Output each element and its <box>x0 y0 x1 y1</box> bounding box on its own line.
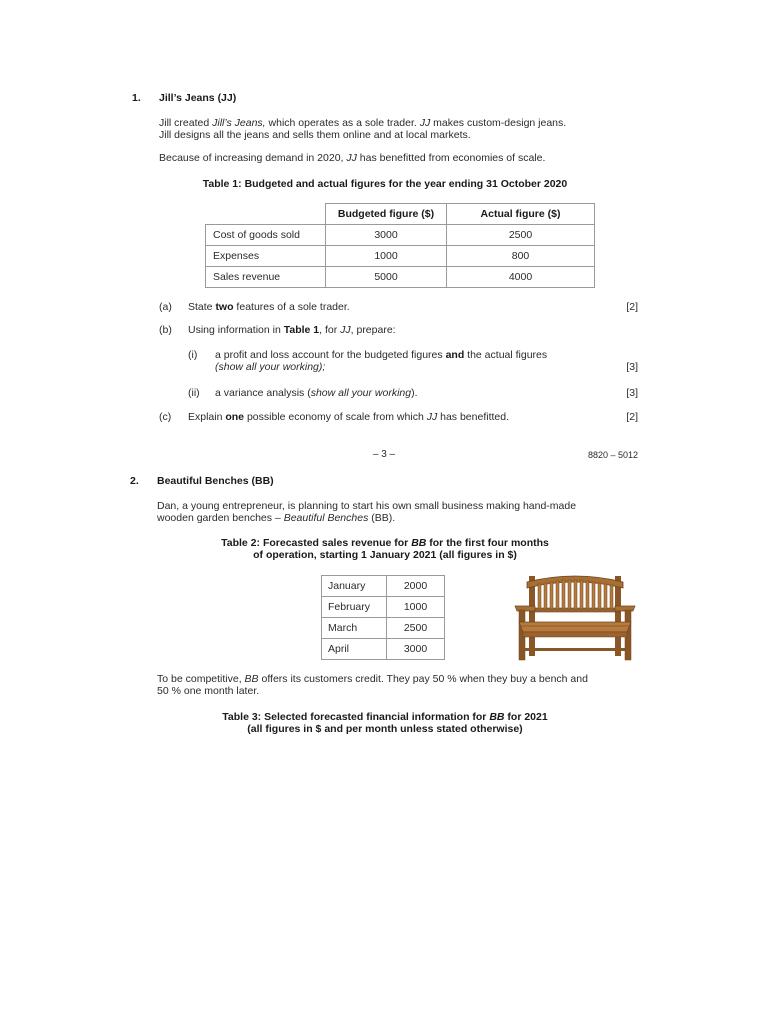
emphasis: Table 1 <box>283 324 320 336</box>
text: wooden garden benches – <box>157 512 284 524</box>
text: Table 3: Selected forecasted financial information for <box>222 711 490 723</box>
bench-stretcher <box>525 648 625 651</box>
business-abbrev: JJ <box>419 117 431 129</box>
text: ). <box>411 387 418 399</box>
table1-cell-actual: 4000 <box>447 267 595 288</box>
text: Table 2: Forecasted sales revenue for <box>221 537 412 549</box>
bench-apron <box>523 632 627 637</box>
text: possible economy of scale from which <box>244 411 427 423</box>
table2-value: 1000 <box>387 597 445 618</box>
emphasis: two <box>215 301 234 313</box>
emphasis-italic: show all your working <box>310 387 412 399</box>
table2 <box>321 575 445 660</box>
text: makes custom-design jeans. <box>430 117 567 129</box>
table1-row-label: Cost of goods sold <box>206 225 326 246</box>
table-row <box>322 597 445 618</box>
business-abbrev: JJ <box>340 324 351 336</box>
text: the actual figures <box>464 349 548 361</box>
table2-month: March <box>322 618 387 639</box>
text: Because of increasing demand in 2020, <box>159 152 347 164</box>
q2-title: Beautiful Benches (BB) <box>157 475 274 487</box>
text: has benefitted from economies of scale. <box>356 152 546 164</box>
q1b-text <box>188 324 396 337</box>
q1a-label: (a) <box>159 301 172 313</box>
bench-back-leg-right <box>615 576 621 656</box>
bench-back-leg-left <box>529 576 535 656</box>
table1 <box>205 203 595 288</box>
text: offers its customers credit. They pay 50 % when they buy a bench and <box>258 673 588 685</box>
q1bi-marks: [3] <box>626 361 638 373</box>
q1bii-marks: [3] <box>626 387 638 399</box>
table1-cell-budgeted: 3000 <box>326 225 447 246</box>
q1bii-label: (ii) <box>188 387 200 399</box>
table2-value: 3000 <box>387 639 445 660</box>
table-row <box>206 267 595 288</box>
q1c-marks: [2] <box>626 411 638 423</box>
text: (BB). <box>368 512 396 524</box>
business-abbrev: BB <box>489 711 505 723</box>
paper-code: 8820 – 5012 <box>587 450 638 460</box>
text: , for <box>319 324 341 336</box>
table1-cell-budgeted: 5000 <box>326 267 447 288</box>
garden-bench-image <box>513 572 637 662</box>
page-number: – 3 – <box>372 449 396 460</box>
table-row <box>322 576 445 597</box>
emphasis: and <box>445 349 465 361</box>
table1-row-label: Sales revenue <box>206 267 326 288</box>
text: To be competitive, <box>157 673 245 685</box>
text: features of a sole trader. <box>233 301 350 313</box>
bench-back-slats <box>538 580 613 609</box>
business-abbrev: JJ <box>426 411 438 423</box>
text: for 2021 <box>504 711 548 723</box>
text: a profit and loss account for the budgeted figures <box>215 349 446 361</box>
text: a variance analysis ( <box>215 387 311 399</box>
q1bi-label: (i) <box>188 349 198 361</box>
table-row <box>206 246 595 267</box>
q1-title: Jill’s Jeans (JJ) <box>159 92 237 104</box>
q1-intro-line3 <box>159 152 639 165</box>
table-row <box>206 225 595 246</box>
q1c-text <box>188 411 509 424</box>
table2-value: 2500 <box>387 618 445 639</box>
table-row <box>322 639 445 660</box>
bench-seat <box>519 622 631 632</box>
table3-title-line2: (all figures in $ and per month unless stated otherwise) <box>247 723 523 735</box>
table1-row-label: Expenses <box>206 246 326 267</box>
table1-cell-actual: 2500 <box>447 225 595 246</box>
table1-header-budgeted: Budgeted figure ($) <box>326 204 447 225</box>
table1-title: Table 1: Budgeted and actual figures for the year ending 31 October 2020 <box>202 178 568 190</box>
table-row <box>322 618 445 639</box>
q1b-label: (b) <box>159 324 172 336</box>
text: Using information in <box>188 324 284 336</box>
q1bii-text <box>215 387 418 400</box>
table2-month: January <box>322 576 387 597</box>
table1-header-blank <box>206 204 326 225</box>
text: State <box>188 301 216 313</box>
q1c-label: (c) <box>159 411 172 423</box>
table2-title-line2: of operation, starting 1 January 2021 (all figures in $) <box>253 549 517 561</box>
q2-number: 2. <box>130 475 139 487</box>
table1-cell-budgeted: 1000 <box>326 246 447 267</box>
text: Jill created <box>159 117 213 129</box>
business-name: Beautiful Benches <box>283 512 369 524</box>
table2-value: 2000 <box>387 576 445 597</box>
table1-cell-actual: 800 <box>447 246 595 267</box>
text: has benefitted. <box>437 411 510 423</box>
table1-header-actual: Actual figure ($) <box>447 204 595 225</box>
q2-credit-line2: 50 % one month later. <box>157 685 260 697</box>
business-name: Jill’s Jeans, <box>212 117 266 129</box>
business-abbrev: BB <box>244 673 259 685</box>
q1-number: 1. <box>132 92 141 104</box>
q1a-marks: [2] <box>626 301 638 313</box>
business-abbrev: BB <box>411 537 427 549</box>
text: , prepare: <box>350 324 396 336</box>
q1a-text <box>188 301 350 314</box>
q1-intro-line2: Jill designs all the jeans and sells them online and at local markets. <box>159 129 471 141</box>
text: Explain <box>188 411 226 423</box>
text: which operates as a sole trader. <box>265 117 420 129</box>
q1bi-text-line2: (show all your working); <box>215 361 326 373</box>
table2-month: February <box>322 597 387 618</box>
q2-intro-line1: Dan, a young entrepreneur, is planning to start his own small business making hand-made <box>157 500 577 512</box>
table1-header-row <box>206 204 595 225</box>
text: for the first four months <box>426 537 549 549</box>
business-abbrev: JJ <box>346 152 357 164</box>
q2-intro-line2 <box>157 512 627 525</box>
emphasis: one <box>225 411 245 423</box>
table2-month: April <box>322 639 387 660</box>
